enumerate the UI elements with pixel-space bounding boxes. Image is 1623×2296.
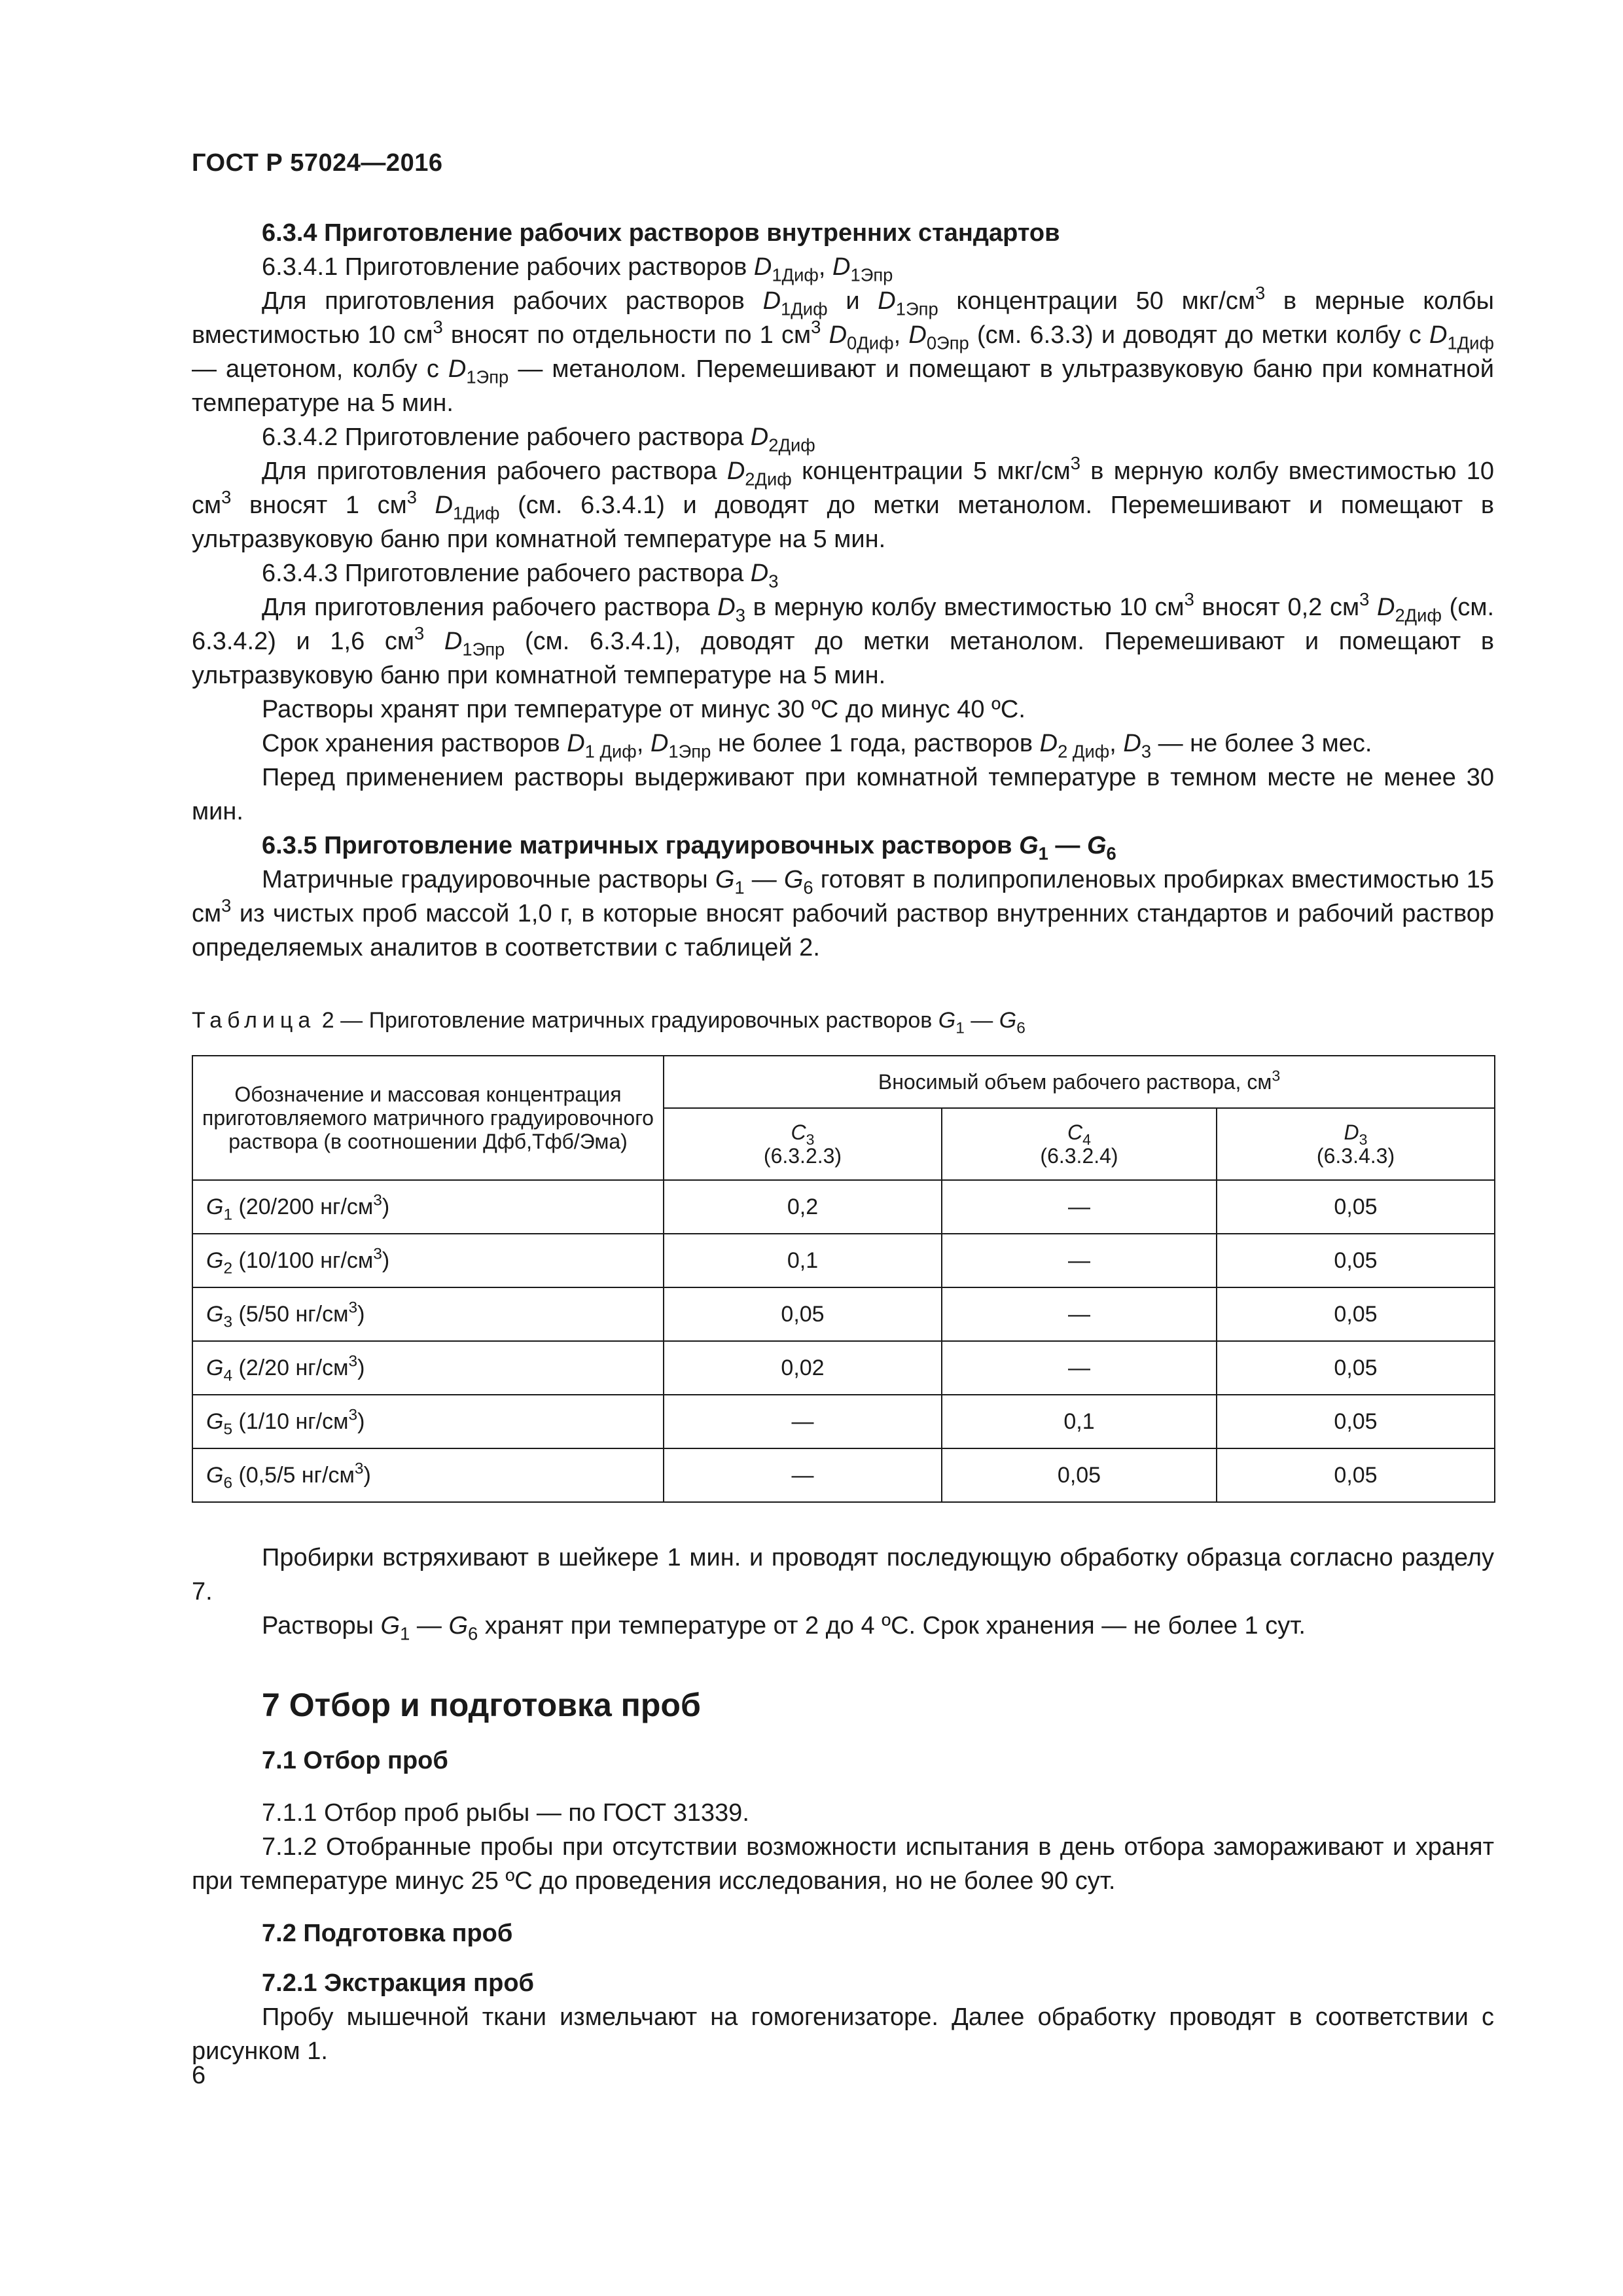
section-6-3-4-1-text: Для приготовления рабочих растворов $D_{1Диф}$ и $D_{1Эпр}$ концентрации 50 мкг/$см^3$ в мерные колбы вместимостью 10 $см^3$ вносят по отдельности по 1 $см^3$ $D_{0Диф}$, $D_{0Эпр}$ (см. 6.3.3) и доводят до метки колбу с $D_{1Диф}$ — ацетоном, колбу с $D_{1Эпр}$ — метанолом. Перемешивают и помещают в ультразвуковую баню при комнатной температуре на 5 мин. (192, 282, 1494, 417)
table-cell: — (942, 1287, 1217, 1341)
document-body (192, 216, 1494, 2068)
g-storage-text: Растворы $G_1$ — $G_6$ хранят при температуре от 2 до 4 ºС. Срок хранения — не более 1 сут. (262, 1612, 1306, 1644)
section-6-3-4-3-text: Для приготовления рабочего раствора $D_3$ в мерную колбу вместимостью 10 $см^3$ вносят 0,2 $см^3$ $D_{2Диф}$ (см. 6.3.4.2) и 1,6 $см^3$ $D_{1Эпр}$ (см. 6.3.4.1), доводят до метки метанолом. Перемешивают и помещают в ультразвуковую баню при комнатной температуре на 5 мин. (192, 588, 1495, 689)
table-cell: 0,05 (942, 1448, 1217, 1502)
page-number: 6 (192, 2062, 206, 2089)
table-header-row-1 (192, 1056, 1495, 1108)
table-cell: — (942, 1341, 1217, 1395)
table-cell-designation: $G_2$ (10/100 $нг/см^3$) (192, 1234, 664, 1287)
section-6-3-4-2-text: Для приготовления рабочего раствора $D_{2Диф}$ концентрации 5 мкг/$см^3$ в мерную колбу вместимостью 10 $см^3$ вносят 1 $см^3$ $D_{1Диф}$ (см. 6.3.4.1) и доводят до метки метанолом. Перемешивают и помещают в ультразвуковую баню при комнатной температуре на 5 мин. (192, 452, 1495, 553)
table-row (192, 1395, 1495, 1448)
table-cell: 0,05 (1217, 1341, 1495, 1395)
before-use-text: Перед применением растворы выдерживают при комнатной температуре в темном месте не менее 30 мин. (192, 764, 1494, 825)
table-row (192, 1448, 1495, 1502)
table-cell-designation: $G_4$ (2/20 $нг/см^3$) (192, 1341, 664, 1395)
table-cell-designation: $G_1$ (20/200 $нг/см^3$) (192, 1180, 664, 1234)
table-cell: 0,05 (1217, 1180, 1495, 1234)
table-header-col-d3: $D_3$ (6.3.4.3) (1217, 1108, 1495, 1180)
section-7-2-1-text: Пробу мышечной ткани измельчают на гомогенизаторе. Далее обработку проводят в соответствии с рисунком 1. (192, 2003, 1494, 2065)
table-row (192, 1341, 1495, 1395)
running-header: ГОСТ Р 57024—2016 (192, 149, 443, 177)
table-cell: 0,05 (1217, 1395, 1495, 1448)
section-6-3-4-2-title: 6.3.4.2 Приготовление рабочего раствора $D_{2Диф}$ (262, 423, 815, 456)
table-cell: 0,02 (664, 1341, 942, 1395)
section-7-1-title: 7.1 Отбор проб (262, 1747, 448, 1774)
section-6-3-4-3-title: 6.3.4.3 Приготовление рабочего раствора $D_3$ (262, 560, 779, 592)
table-cell: 0,1 (664, 1234, 942, 1287)
section-7-title: 7 Отбор и подготовка проб (262, 1687, 701, 1723)
table-cell: 0,2 (664, 1180, 942, 1234)
section-6-3-5-text: Матричные градуировочные растворы $G_1$ — $G_6$ готовят в полипропиленовых пробирках вместимостью 15 $см^3$ из чистых проб массой 1,0 г, в которые вносят рабочий раствор внутренних стандартов и рабочий раствор определяемых аналитов в соответствии с таблицей 2. (192, 866, 1495, 961)
section-6-3-4-1-title: 6.3.4.1 Приготовление рабочих растворов $D_{1Диф}$, $D_{1Эпр}$ (262, 253, 893, 285)
table-cell: 0,1 (942, 1395, 1217, 1448)
table-cell-designation: $G_3$ (5/50 $нг/см^3$) (192, 1287, 664, 1341)
section-6-3-4-title: 6.3.4 Приготовление рабочих растворов внутренних стандартов (262, 219, 1060, 247)
table-cell-designation: $G_5$ (1/10 $нг/см^3$) (192, 1395, 664, 1448)
section-7-2-title: 7.2 Подготовка проб (262, 1920, 513, 1947)
section-7-1-1-text: 7.1.1 Отбор проб рыбы — по ГОСТ 31339. (262, 1799, 749, 1827)
shaker-text: Пробирки встряхивают в шейкере 1 мин. и проводят последующую обработку образца согласно разделу 7. (192, 1544, 1494, 1605)
table-cell: — (942, 1180, 1217, 1234)
table-cell-designation: $G_6$ (0,5/5 $нг/см^3$) (192, 1448, 664, 1502)
shelf-life-text: Срок хранения растворов $D_{1 Диф}$, $D_{1Эпр}$ не более 1 года, растворов $D_{2 Диф}$, $D_3$ — не более 3 мес. (262, 730, 1372, 762)
table-row (192, 1234, 1495, 1287)
storage-temperature-text: Растворы хранят при температуре от минус 30 ºС до минус 40 ºС. (262, 696, 1026, 723)
table-cell: 0,05 (1217, 1448, 1495, 1502)
table-cell: 0,05 (1217, 1234, 1495, 1287)
table-header-designation: Обозначение и массовая концентрация приготовляемого матричного градуировочного раствора (в соотношении Дфб,Тфб/Эма) (192, 1056, 664, 1180)
table-cell: — (664, 1395, 942, 1448)
table-header-col-c4: $C_4$ (6.3.2.4) (942, 1108, 1217, 1180)
table-2-caption: Таблица 2 — Приготовление матричных градуировочных растворов $G_1$ — $G_6$ (192, 1008, 1026, 1037)
table-header-volume: Вносимый объем рабочего раствора, $см^3$ (664, 1056, 1495, 1108)
table-row (192, 1180, 1495, 1234)
section-7-1-2-text: 7.1.2 Отобранные пробы при отсутствии возможности испытания в день отбора замораживают и хранят при температуре минус 25 ºС до проведения исследования, но не более 90 сут. (192, 1833, 1494, 1895)
table-cell: 0,05 (664, 1287, 942, 1341)
table-cell: — (664, 1448, 942, 1502)
table-cell: — (942, 1234, 1217, 1287)
table-row (192, 1287, 1495, 1341)
table-2 (192, 1055, 1495, 1503)
table-cell: 0,05 (1217, 1287, 1495, 1341)
section-6-3-5-title: 6.3.5 Приготовление матричных градуировочных растворов $G_1$ — $G_6$ (262, 832, 1116, 864)
section-7-2-1-title: 7.2.1 Экстракция проб (262, 1969, 535, 1997)
table-header-col-c3: $C_3$ (6.3.2.3) (664, 1108, 942, 1180)
